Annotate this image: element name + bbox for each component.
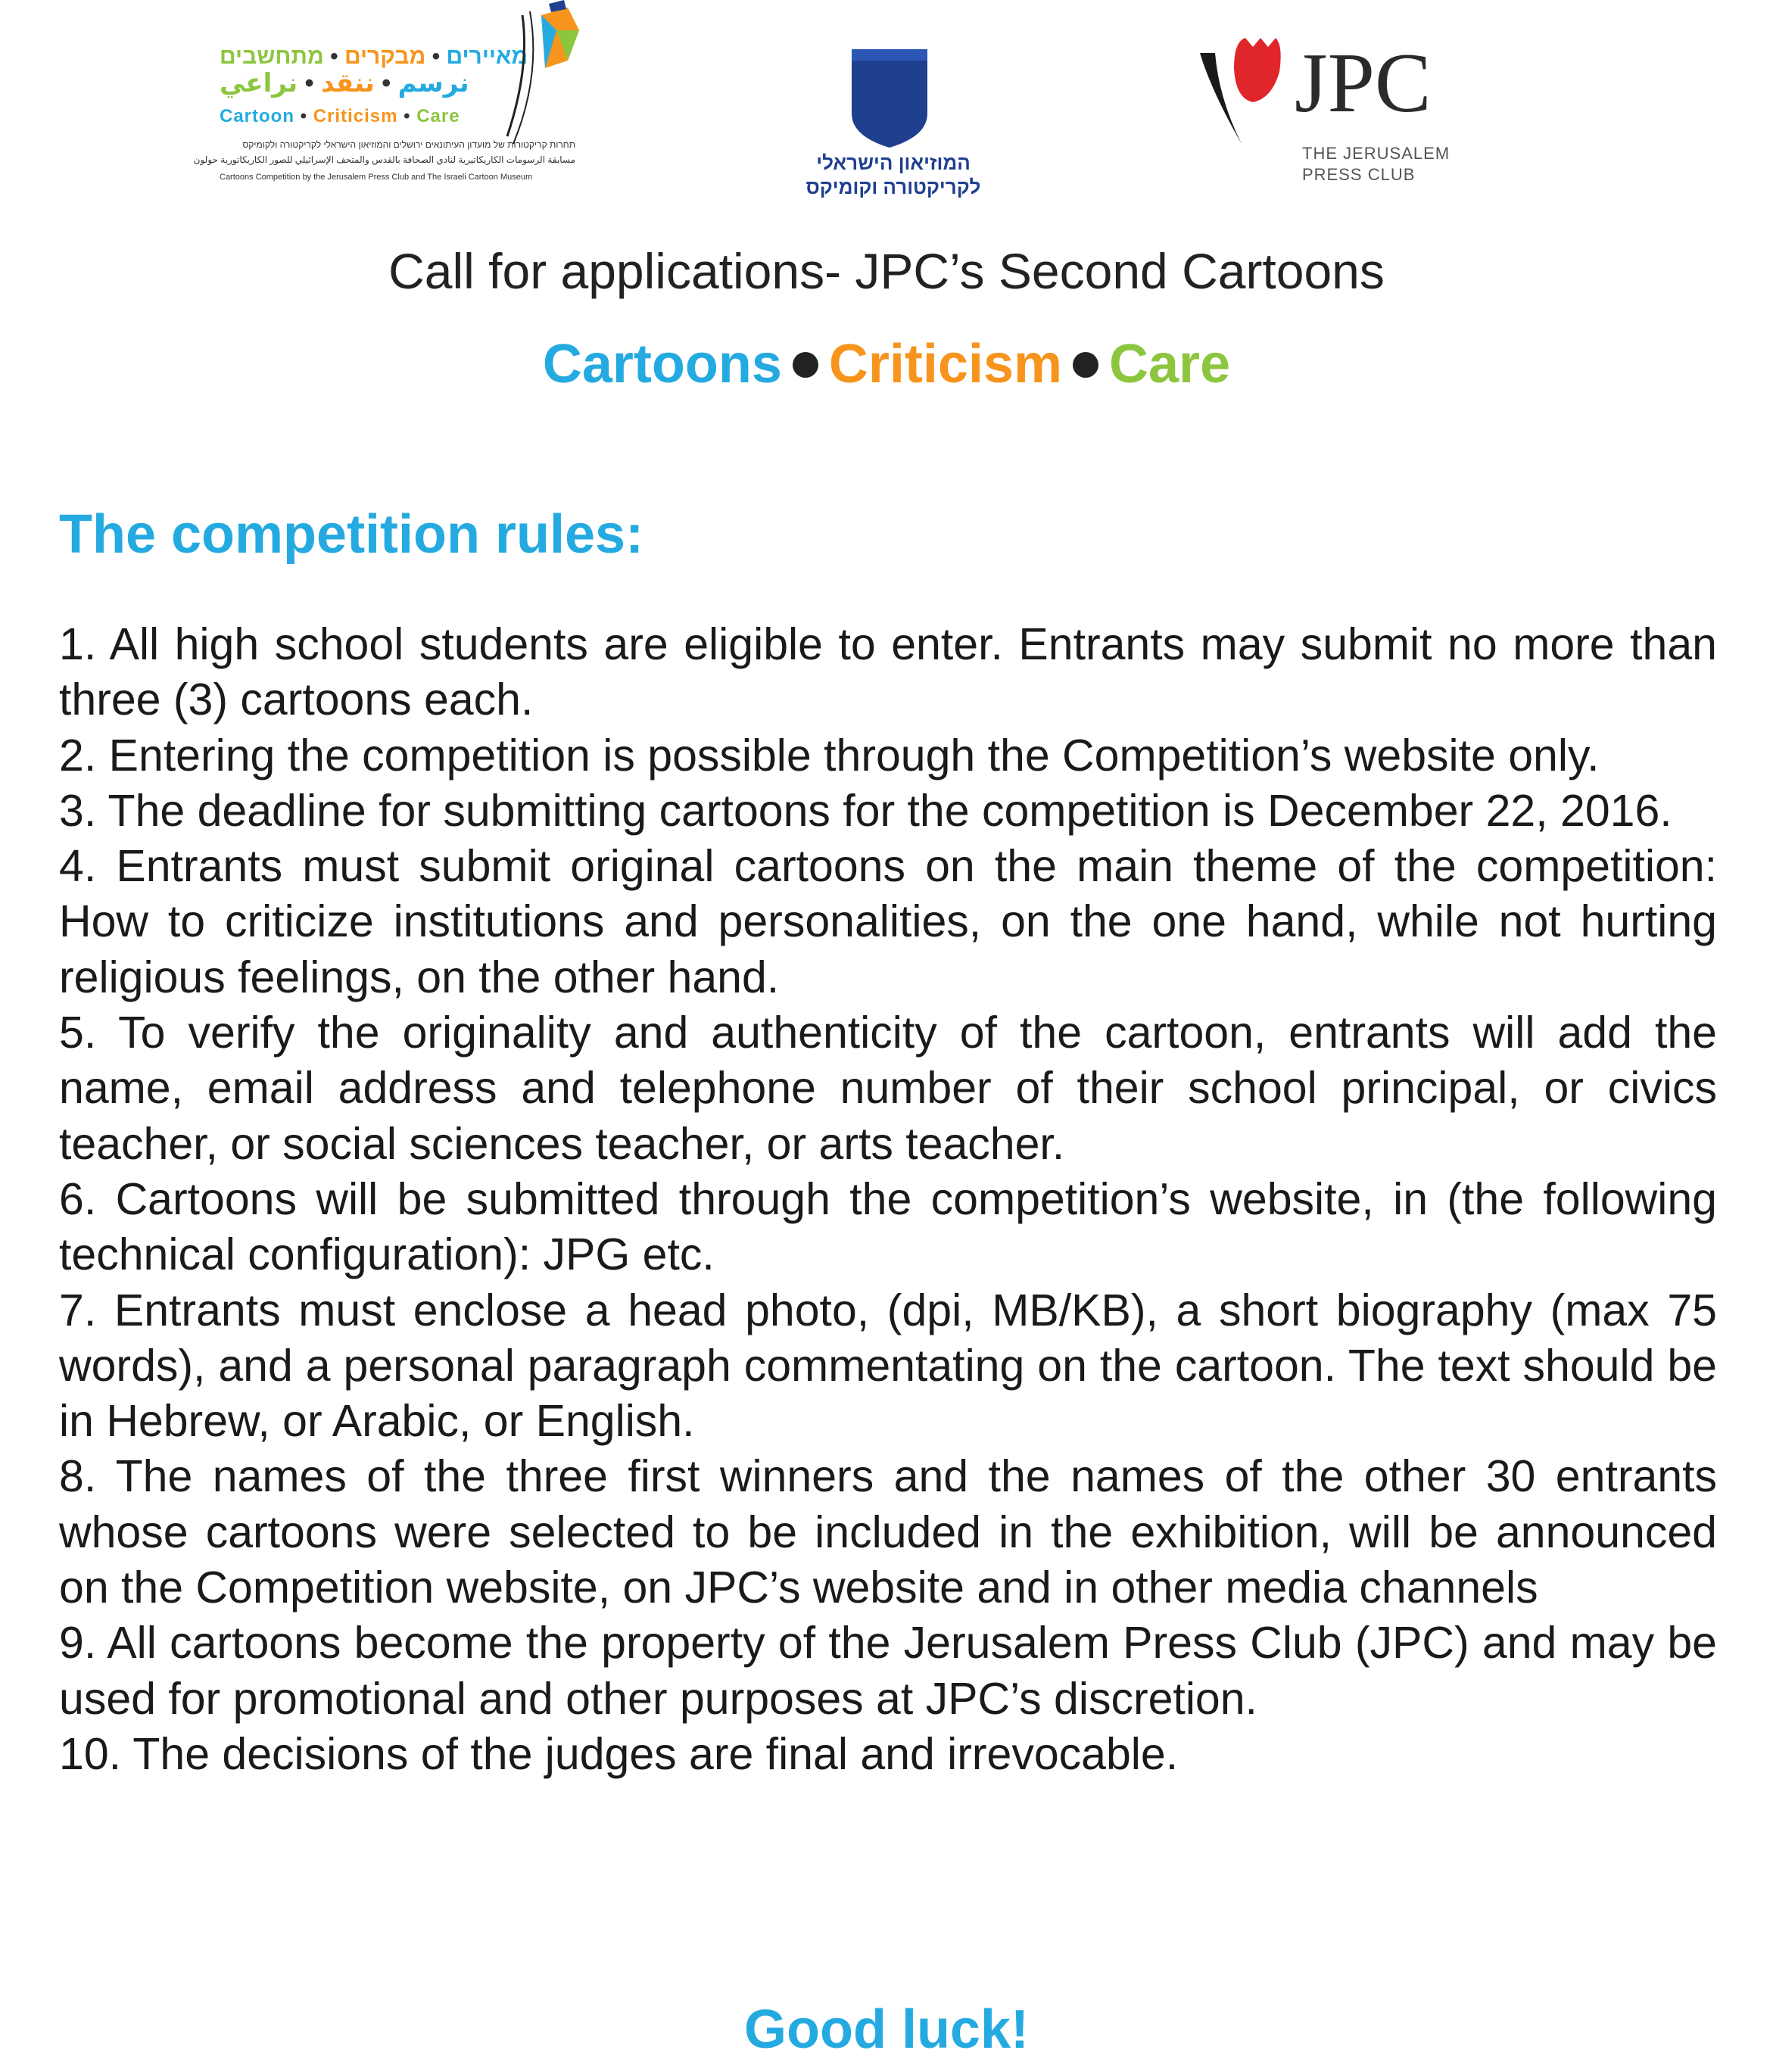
jpc-subtitle-line2: PRESS CLUB: [1302, 165, 1416, 184]
shield-icon: [848, 45, 931, 151]
tagline-care: Care: [1109, 334, 1231, 394]
rule-item: 9. All cartoons become the property of the Jerusalem Press Club (JPC) and may be used for promotional and other purposes at JPC’s discretion.: [59, 1618, 1717, 1724]
cartoon-competition-logo: [193, 0, 598, 197]
bullet-dot: [1073, 352, 1098, 378]
pen-nib-icon: [477, 0, 590, 151]
israeli-cartoon-museum-logo: [802, 45, 984, 197]
museum-name-line2: לקריקטורה וקומיקס: [805, 176, 981, 198]
rule-item: 4. Entrants must submit original cartoons on the main theme of the competition: How to criticize institutions and personalities, on the one hand, while not hurting religious feelings, on the other hand.: [59, 841, 1717, 1002]
closing-good-luck: Good luck!: [744, 1999, 1029, 2060]
rule-item: 10. The decisions of the judges are final and irrevocable.: [59, 1728, 1179, 1779]
rule-item: 6. Cartoons will be submitted through the competition’s website, in (the following technical configuration): JPG etc.: [59, 1173, 1717, 1280]
rule-item: 1. All high school students are eligible to enter. Entrants may submit no more than three (3) cartoons each.: [59, 619, 1717, 725]
logo-small-hebrew: תחרות קריקטורות של מועדון העיתונאים ירושלים והמוזיאון הישראלי לקריקטורה ולקומיקס: [242, 139, 575, 150]
rule-item: 7. Entrants must enclose a head photo, (dpi, MB/KB), a short biography (max 75 words), and a personal paragraph commentating on the cartoon. The text should be in Hebrew, or Arabic, or English.: [59, 1285, 1717, 1447]
bullet-dot: [793, 352, 818, 378]
museum-name-line1: המוזיאון הישראלי: [816, 151, 971, 174]
rule-item: 5. To verify the originality and authenticity of the cartoon, entrants will add the name, email address and telephone number of their school principal, or civics teacher, or social sciences teacher, or arts teacher.: [59, 1008, 1717, 1169]
rules-heading: The competition rules:: [59, 504, 644, 565]
jpc-wordmark: JPC: [1295, 36, 1432, 130]
rule-item: 3. The deadline for submitting cartoons for the competition is December 22, 2016.: [59, 785, 1672, 836]
tulip-icon: [1189, 38, 1287, 151]
rules-list: [59, 617, 1717, 1782]
tagline-criticism: Criticism: [828, 334, 1063, 394]
english-slogan: Cartoon • Criticism • Care: [220, 106, 460, 126]
arabic-slogan: نرسم • ننقد • نراعي: [220, 69, 469, 98]
logo-small-arabic: مسابقة الرسومات الكاريكاتيرية لنادي الصحافة بالقدس والمتحف الإسرائيلي للصور الكاريكاتورية حولون: [193, 154, 575, 165]
jpc-subtitle-line1: THE JERUSALEM: [1302, 144, 1450, 163]
logo-small-english: Cartoons Competition by the Jerusalem Press Club and The Israeli Cartoon Museum: [220, 173, 533, 182]
rule-item: 8. The names of the three first winners and the names of the other 30 entrants whose cartoons were selected to be included in the exhibition, will be announced on the Competition website, on JPC’s website and in other media channels: [59, 1451, 1717, 1613]
rule-item: 2. Entering the competition is possible through the Competition’s website only.: [59, 730, 1600, 781]
hebrew-slogan: מאיירים • מבקרים • מתחשבים: [220, 44, 528, 69]
tagline: [0, 333, 1773, 395]
jpc-logo: [1189, 38, 1476, 189]
tagline-cartoons: Cartoons: [542, 334, 782, 394]
page-title: Call for applications- JPC’s Second Cartoons: [388, 243, 1385, 299]
